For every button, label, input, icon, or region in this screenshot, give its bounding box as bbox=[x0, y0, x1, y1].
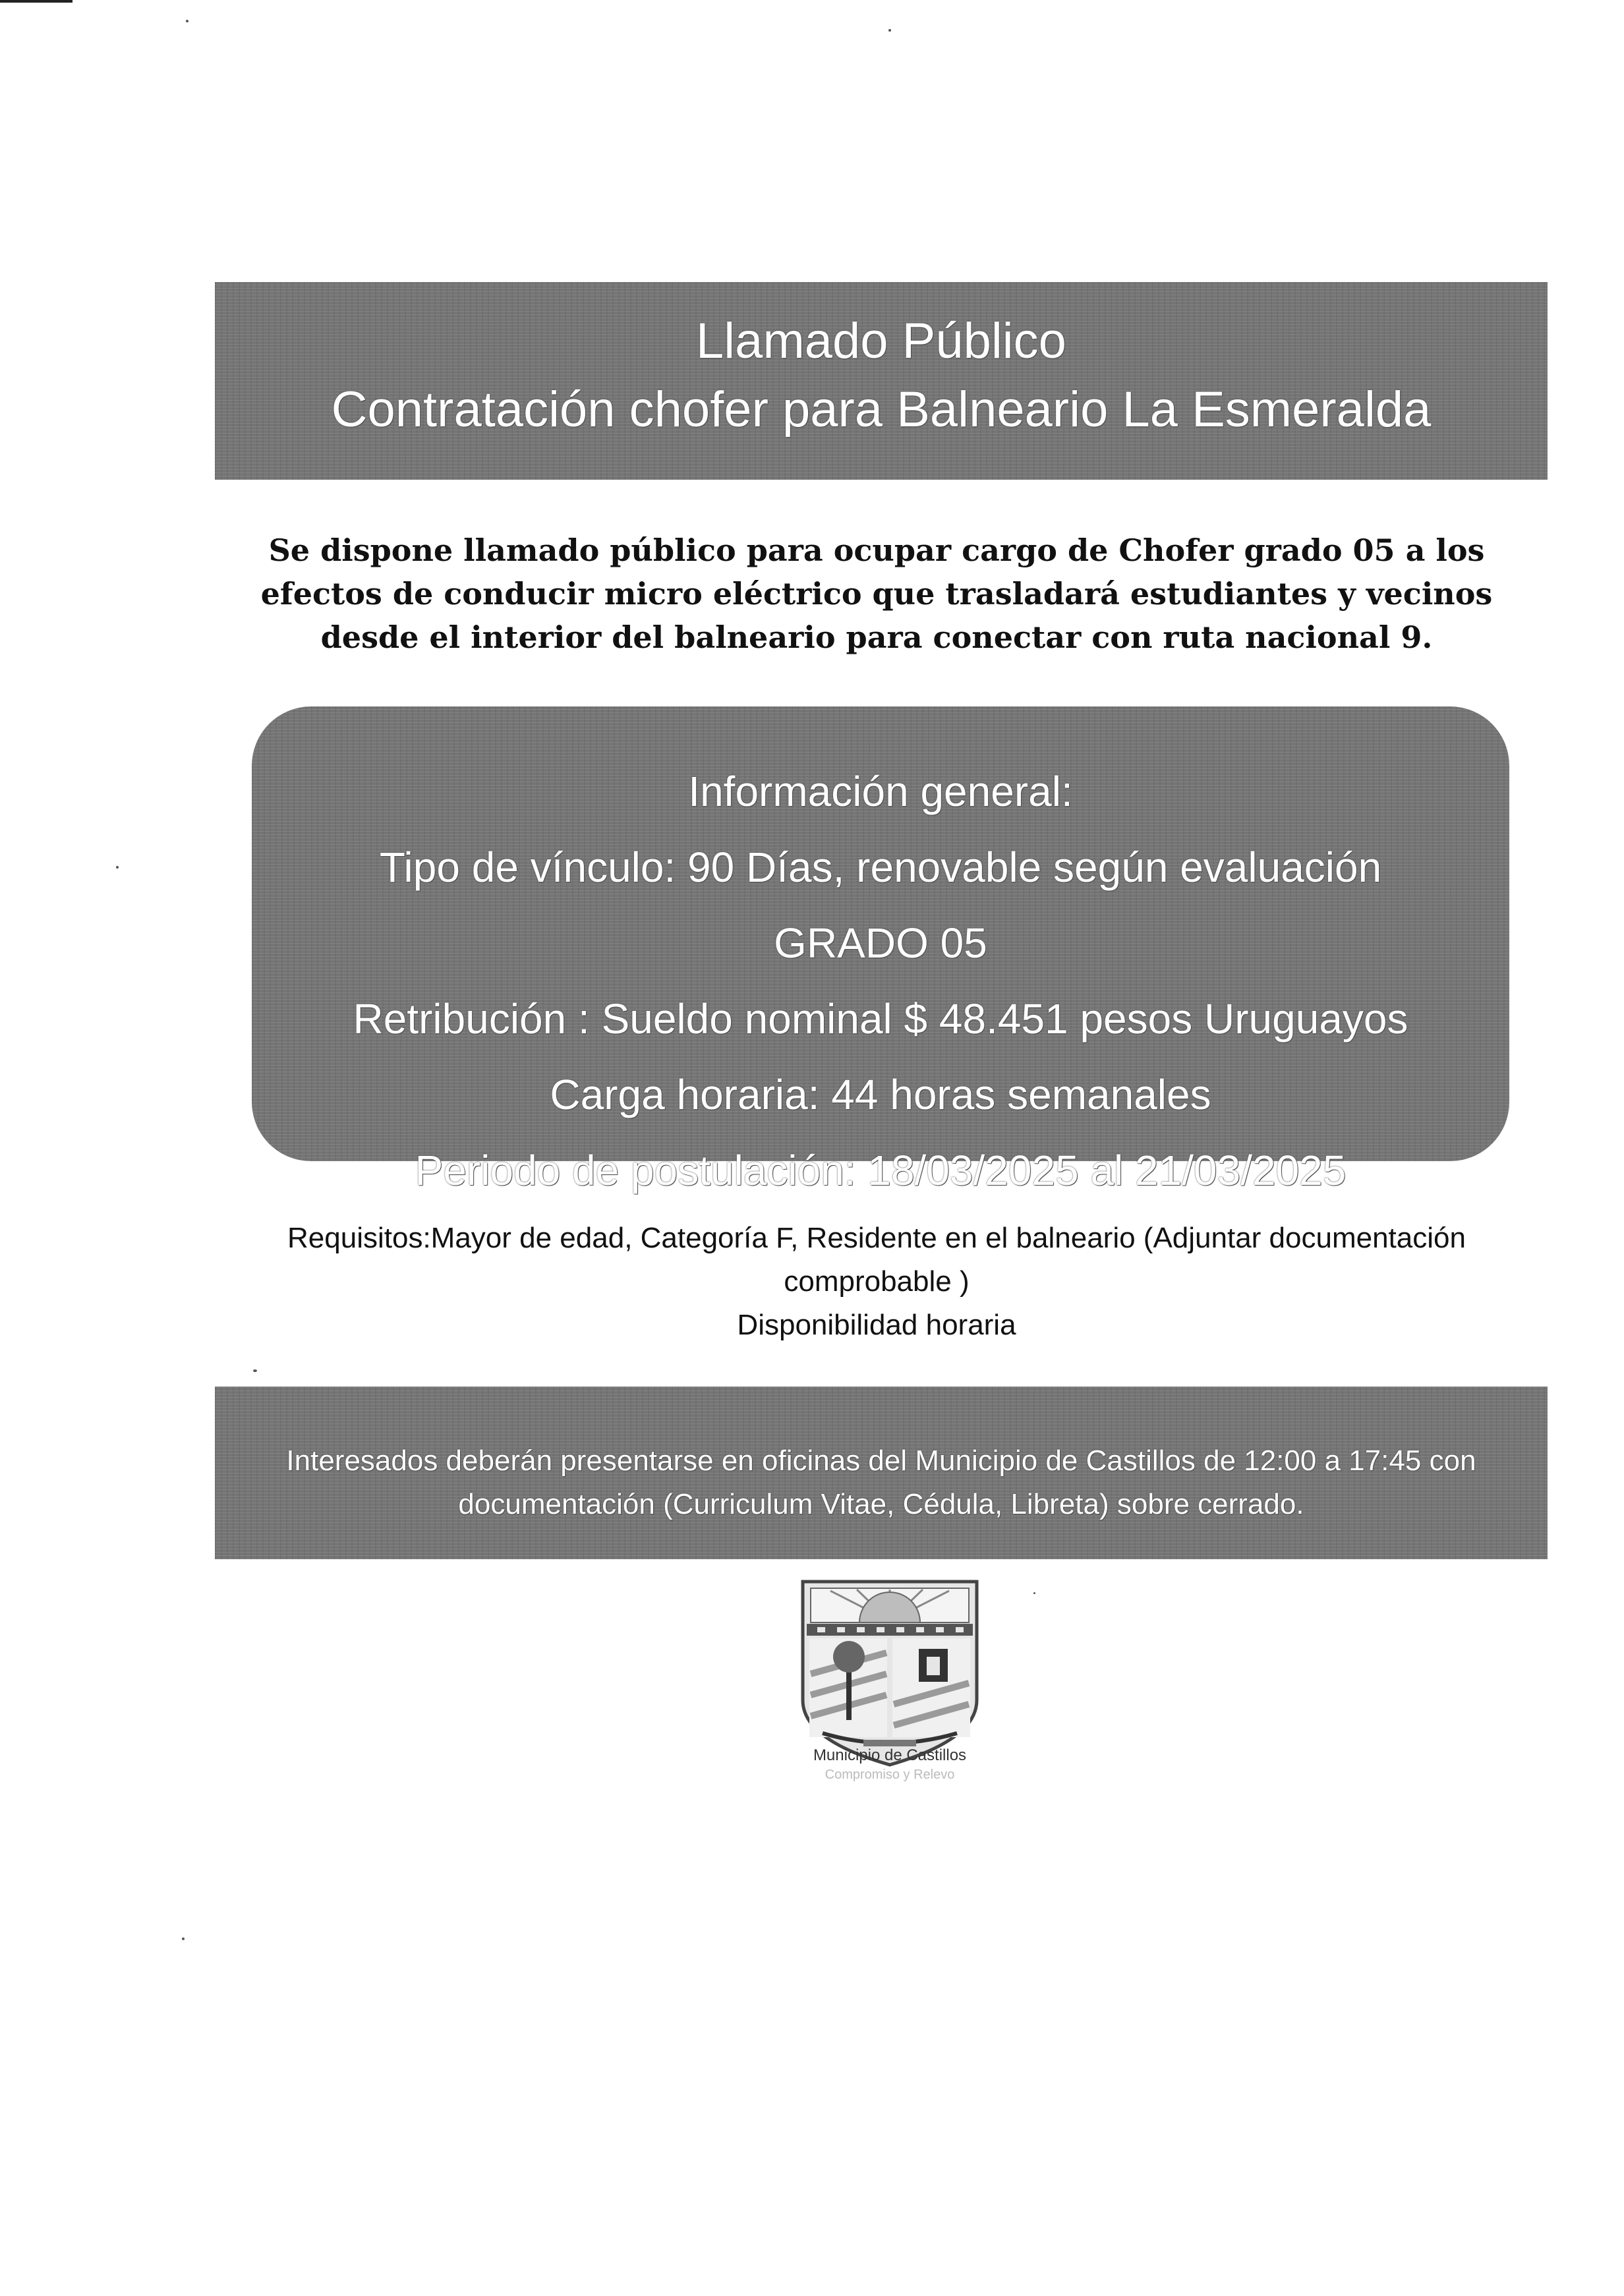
title-banner bbox=[215, 282, 1548, 480]
requirements-line-2: comprobable ) bbox=[784, 1265, 970, 1298]
info-grado: GRADO 05 bbox=[774, 919, 987, 967]
info-heading: Información general: bbox=[688, 768, 1073, 815]
info-retribucion: Retribución : Sueldo nominal $ 48.451 pesos Uruguayos bbox=[353, 995, 1408, 1043]
info-vinculo: Tipo de vínculo: 90 Días, renovable según evaluación bbox=[379, 844, 1382, 891]
municipio-name: Municipio de Castillos bbox=[813, 1746, 967, 1764]
scan-speck bbox=[1033, 1592, 1035, 1594]
municipio-subtitle: Compromiso y Relevo bbox=[825, 1767, 955, 1782]
requirements-line-1: Requisitos:Mayor de edad, Categoría F, Residente en el balneario (Adjuntar documentación bbox=[287, 1222, 1466, 1254]
scan-edge-mark bbox=[0, 0, 72, 3]
general-info-box bbox=[252, 706, 1509, 1194]
submission-banner bbox=[215, 1387, 1548, 1559]
title-line-1: Llamado Público bbox=[696, 313, 1066, 369]
title-line-2: Contratación chofer para Balneario La Esmeralda bbox=[331, 382, 1432, 438]
requirements-line-3: Disponibilidad horaria bbox=[737, 1309, 1016, 1341]
scan-speck bbox=[253, 1369, 257, 1372]
scan-speck bbox=[182, 1937, 185, 1940]
scan-speck bbox=[116, 866, 119, 869]
scan-speck bbox=[186, 20, 188, 22]
submission-line-1: Interesados deberán presentarse en oficinas del Municipio de Castillos de 12:00 a 17:45 con bbox=[286, 1445, 1476, 1477]
info-periodo: Periodo de postulación: 18/03/2025 al 21/03/2025 bbox=[415, 1147, 1347, 1194]
scan-speck bbox=[888, 29, 891, 32]
logo-caption bbox=[725, 1745, 1055, 1783]
info-carga-horaria: Carga horaria: 44 horas semanales bbox=[550, 1071, 1211, 1118]
submission-line-2: documentación (Curriculum Vitae, Cédula, Libreta) sobre cerrado. bbox=[458, 1488, 1304, 1520]
requirements-block bbox=[218, 1217, 1536, 1347]
municipio-coat-of-arms-icon bbox=[791, 1575, 989, 1773]
intro-paragraph: Se dispone llamado público para ocupar cargo de Chofer grado 05 a los efectos de conducir micro eléctrico que trasladará estudiantes y vecinos desde el interior del balneario para conectar con ruta nacional 9. bbox=[260, 532, 1493, 655]
